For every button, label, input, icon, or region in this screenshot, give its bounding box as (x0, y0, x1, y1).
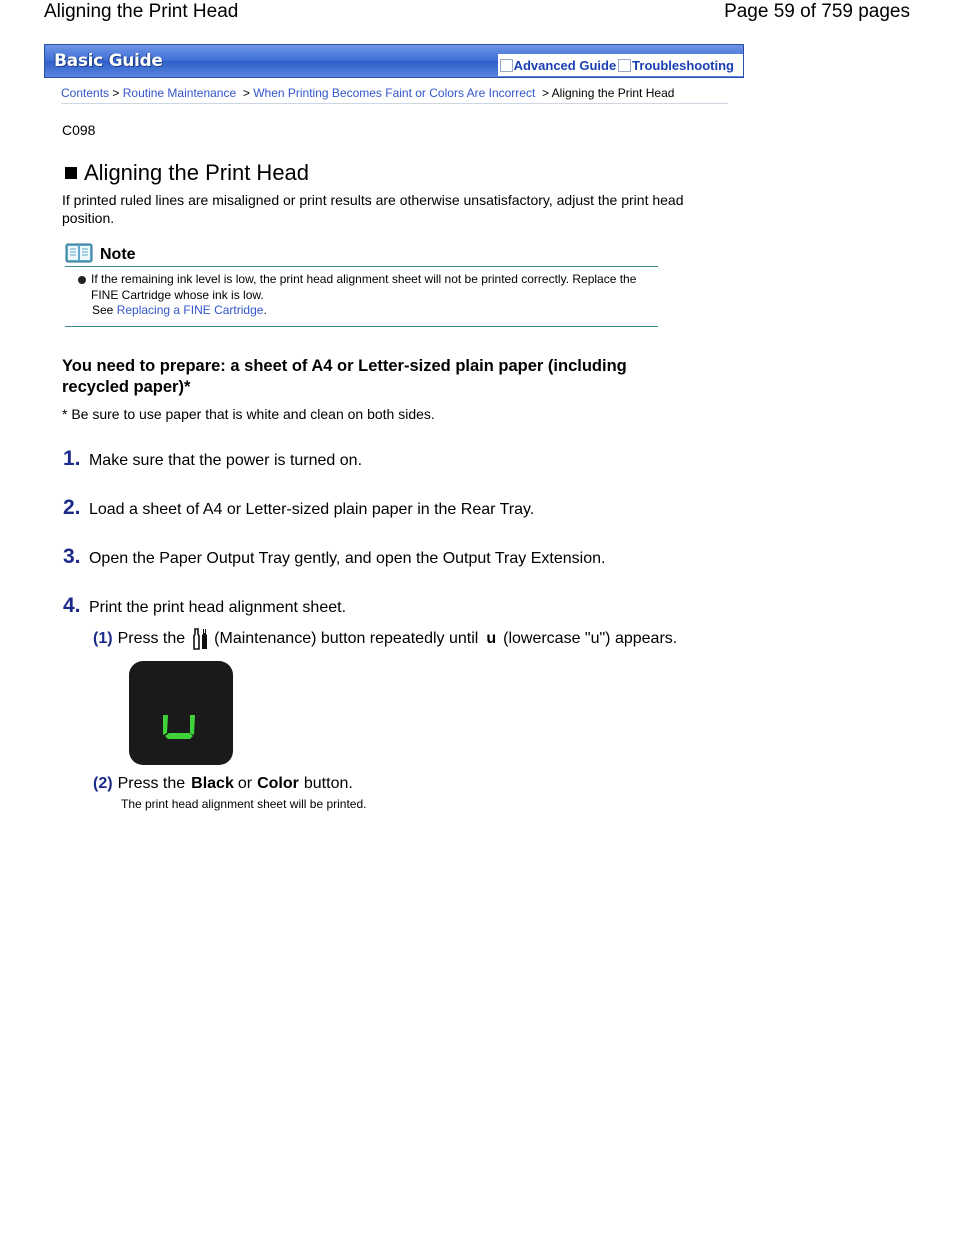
step-2 (63, 496, 534, 520)
step-4 (63, 594, 346, 618)
substep-number: (2) (93, 775, 113, 792)
lcd-u-display (129, 661, 233, 765)
breadcrumb-routine-maintenance[interactable]: Routine Maintenance (122, 86, 237, 100)
step-number: 1. (63, 447, 81, 470)
step-number: 2. (63, 496, 81, 519)
breadcrumb (61, 86, 728, 104)
note-see-prefix: See (92, 303, 114, 317)
note-header (65, 242, 658, 267)
step-3 (63, 545, 605, 569)
heading-text: Aligning the Print Head (84, 160, 310, 185)
prepare-heading: You need to prepare: a sheet of A4 or Letter-sized plain paper (including recycled paper)* (62, 357, 627, 396)
advanced-guide-link[interactable] (500, 58, 617, 73)
note-book-icon (65, 242, 93, 264)
breadcrumb-faint-colors[interactable]: When Printing Becomes Faint or Colors Are Incorrect (253, 86, 536, 100)
square-icon (618, 59, 631, 72)
step-text: Open the Paper Output Tray gently, and open the Output Tray Extension. (88, 550, 606, 567)
guide-links (498, 54, 743, 76)
black-square-icon (65, 167, 77, 179)
substep-post: button. (303, 775, 353, 792)
troubleshooting-label: Troubleshooting (632, 57, 734, 73)
note-title: Note (100, 246, 136, 263)
intro-paragraph: If printed ruled lines are misaligned or print results are otherwise unsatisfactory, adjust the print head position. (62, 192, 684, 226)
maintenance-icon (192, 628, 209, 650)
troubleshooting-link[interactable] (618, 58, 734, 73)
substep-pre: Press the (117, 775, 186, 792)
substep-result: The print head alignment sheet will be printed. (121, 797, 367, 811)
note-see-suffix: . (263, 303, 267, 317)
prepare-footnote: * Be sure to use paper that is white and clean on both sides. (62, 406, 435, 422)
basic-guide-logo[interactable]: Basic Guide (54, 51, 163, 71)
substep-post: (lowercase "u") appears. (503, 630, 678, 647)
substep-pre: Press the (117, 630, 186, 647)
section-heading (65, 160, 309, 186)
breadcrumb-separator: > (541, 86, 549, 100)
step-text: Make sure that the power is turned on. (88, 452, 363, 469)
lowercase-u-glyph: u (486, 630, 497, 647)
substep-or: or (237, 775, 253, 792)
doc-code: C098 (62, 122, 96, 138)
bullet-icon (78, 276, 86, 284)
replacing-cartridge-link[interactable]: Replacing a FINE Cartridge (116, 303, 264, 317)
note-body (65, 267, 658, 327)
step-number: 3. (63, 545, 81, 568)
step-text: Load a sheet of A4 or Letter-sized plain paper in the Rear Tray. (88, 501, 535, 518)
lcd-segment-u (159, 713, 199, 741)
step-text: Print the print head alignment sheet. (88, 599, 347, 616)
breadcrumb-separator: > (242, 86, 250, 100)
substep-2 (93, 775, 353, 793)
note-see (92, 303, 267, 319)
substep-number: (1) (93, 630, 113, 647)
breadcrumb-current: Aligning the Print Head (551, 86, 675, 100)
advanced-guide-label: Advanced Guide (513, 57, 617, 73)
black-button-label: Black (191, 775, 234, 792)
step-number: 4. (63, 594, 81, 617)
page-count: Page 59 of 759 pages (724, 1, 910, 22)
substep-1 (93, 628, 677, 650)
substep-mid: (Maintenance) button repeatedly until (214, 630, 479, 647)
breadcrumb-contents[interactable]: Contents (61, 86, 110, 100)
guide-bar (44, 44, 744, 78)
note-text: If the remaining ink level is low, the print head alignment sheet will not be printed correctly. Replace the FINE Cartridge whose ink is low. (91, 272, 637, 302)
square-icon (500, 59, 513, 72)
breadcrumb-separator: > (112, 86, 120, 100)
color-button-label: Color (257, 775, 299, 792)
step-1 (63, 447, 362, 471)
page-title: Aligning the Print Head (44, 1, 239, 22)
